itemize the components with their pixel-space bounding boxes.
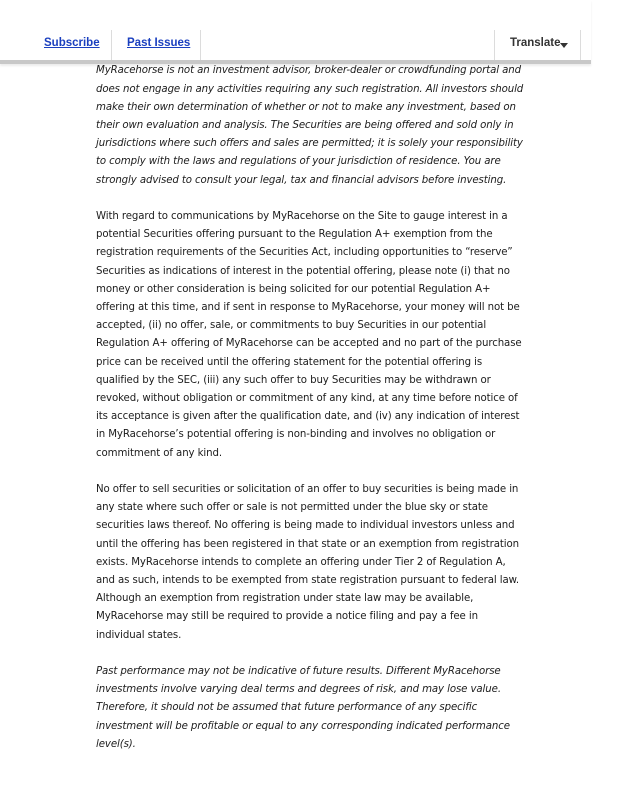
translate-dropdown[interactable] [494, 30, 581, 60]
disclaimer-paragraph-past-performance: Past performance may not be indicative of future results. Different MyRacehorse investments involve varying deal terms and degrees of risk, and may lose value. Therefore, it should not be assumed that future performance of any specific investment will be profitable or equal to any corresponding indicated performance level(s). [96, 666, 510, 750]
caret-down-icon [560, 43, 568, 48]
header-divider [200, 30, 201, 60]
disclaimer-paragraph-risk: MyRacehorse is not an investment advisor, broker-dealer or crowdfunding portal and does not engage in any activities requiring any such registration. All investors should make their own determination of whether or not to make any investment, based on their own evaluation and analysis. The Securities are being offered and sold only in jurisdictions where such offers and sales are permitted; it is solely your responsibility to comply with the laws and regulations of your jurisdiction of residence. You are strongly advised to consult your legal, tax and financial advisors before investing. [96, 65, 524, 186]
subscribe-link[interactable]: Subscribe [44, 37, 100, 49]
past-issues-link[interactable]: Past Issues [127, 37, 191, 49]
header-divider [111, 30, 112, 60]
disclaimer-body [96, 26, 524, 772]
translate-label: Translate [510, 37, 561, 49]
newsletter-header-bar [0, 0, 591, 64]
disclaimer-paragraph-state-offering: No offer to sell securities or solicitation of an offer to buy securities is being made in any state where such offer or sale is not permitted under the blue sky or state securities laws thereof. No offering is being made to individual investors unless and until the offering has been registered in that state or an exemption from registration exists. MyRacehorse intends to complete an offering under Tier 2 of Regulation A, and as such, intends to be exempted from state registration pursuant to federal law. Although an exemption from registration under state law may be available, MyRacehorse may still be required to provide a notice filing and pay a fee in individual states. [96, 484, 520, 641]
disclaimer-paragraph-regulation-a: With regard to communications by MyRacehorse on the Site to gauge interest in a potential Securities offering pursuant to the Regulation A+ exemption from the registration requirements of the Securities Act, including opportunities to “reserve” Securities as indications of interest in the potential offering, please note (i) that no money or other consideration is being solicited for our potential Regulation A+ offering at this time, and if sent in response to MyRacehorse, your money will not be accepted, (ii) no offer, sale, or commitments to buy Securities in our potential Regulation A+ offering of MyRacehorse can be accepted and no part of the purchase price can be received until the offering statement for the potential offering is qualified by the SEC, (iii) any such offer to buy Securities may be withdrawn or revoked, without obligation or commitment of any kind, at any time before notice of its acceptance is given after the qualification date, and (iv) any indication of interest in MyRacehorse’s potential offering is non-binding and involves no obligation or commitment of any kind. [96, 211, 522, 459]
